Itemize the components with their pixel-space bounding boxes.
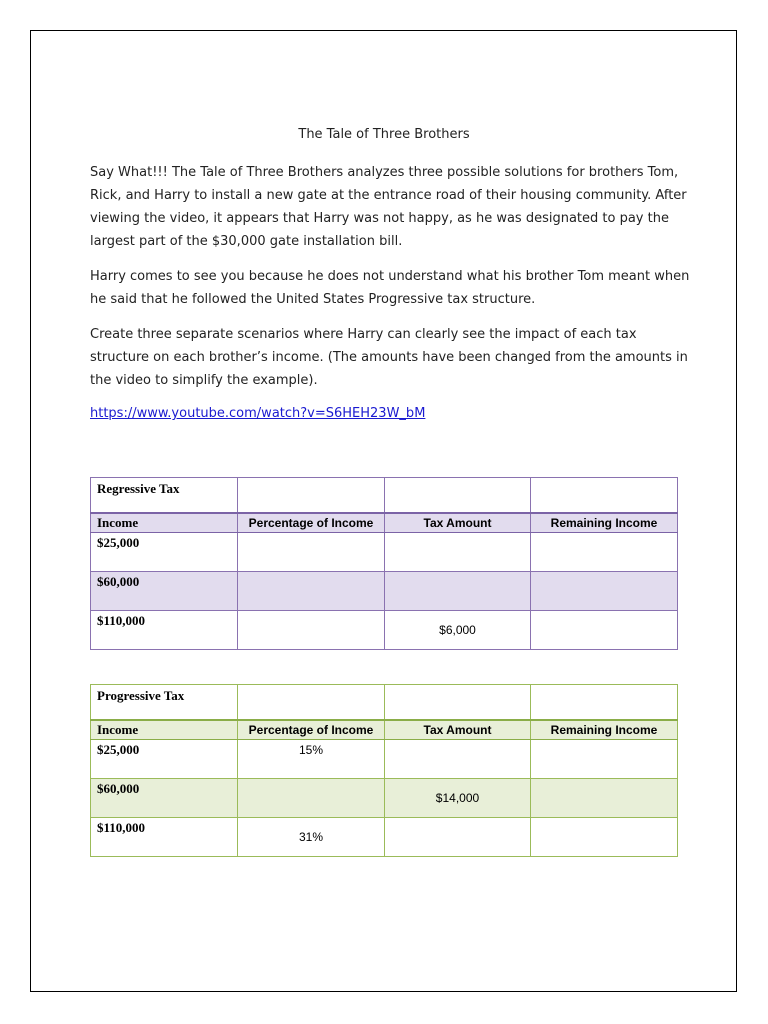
table-row	[91, 572, 678, 611]
tax-amount-cell	[385, 572, 531, 611]
remaining-income-cell	[531, 572, 678, 611]
tax-amount-cell: $14,000	[385, 779, 531, 818]
income-cell: $110,000	[91, 818, 238, 857]
regressive-tax-table	[90, 477, 678, 650]
percentage-cell: 31%	[238, 818, 385, 857]
table-cell	[531, 685, 678, 720]
tax-amount-cell	[385, 818, 531, 857]
income-cell: $25,000	[91, 533, 238, 572]
table-row	[91, 818, 678, 857]
column-header-income: Income	[91, 513, 238, 533]
column-header-income: Income	[91, 720, 238, 740]
instructions-paragraph: Create three separate scenarios where Harry can clearly see the impact of each tax structure on each brother’s income. (The amounts have been changed from the amounts in the video to simplify the example).	[90, 327, 688, 388]
table-row	[91, 779, 678, 818]
table-title: Progressive Tax	[91, 685, 238, 720]
remaining-income-cell	[531, 533, 678, 572]
table-row	[91, 611, 678, 650]
percentage-cell	[238, 572, 385, 611]
column-header-remaining: Remaining Income	[531, 720, 678, 740]
percentage-cell	[238, 611, 385, 650]
column-header-remaining: Remaining Income	[531, 513, 678, 533]
table-row	[91, 533, 678, 572]
table-cell	[238, 685, 385, 720]
income-cell: $25,000	[91, 740, 238, 779]
table-cell	[385, 685, 531, 720]
table-cell	[385, 478, 531, 513]
remaining-income-cell	[531, 611, 678, 650]
tax-amount-cell	[385, 740, 531, 779]
income-cell: $60,000	[91, 779, 238, 818]
percentage-cell	[238, 779, 385, 818]
income-cell: $60,000	[91, 572, 238, 611]
remaining-income-cell	[531, 779, 678, 818]
column-header-percentage: Percentage of Income	[238, 720, 385, 740]
video-link[interactable]: https://www.youtube.com/watch?v=S6HEH23W_bM	[90, 406, 426, 421]
percentage-cell	[238, 533, 385, 572]
table-cell	[531, 478, 678, 513]
table-cell	[238, 478, 385, 513]
document-title: The Tale of Three Brothers	[298, 127, 470, 142]
column-header-tax-amount: Tax Amount	[385, 720, 531, 740]
remaining-income-cell	[531, 818, 678, 857]
remaining-income-cell	[531, 740, 678, 779]
table-title: Regressive Tax	[91, 478, 238, 513]
tax-amount-cell: $6,000	[385, 611, 531, 650]
progressive-tax-table	[90, 684, 678, 857]
column-header-tax-amount: Tax Amount	[385, 513, 531, 533]
tax-amount-cell	[385, 533, 531, 572]
percentage-cell: 15%	[238, 740, 385, 779]
table-row	[91, 740, 678, 779]
column-header-percentage: Percentage of Income	[238, 513, 385, 533]
harry-paragraph: Harry comes to see you because he does not understand what his brother Tom meant when he said that he followed the United States Progressive tax structure.	[90, 269, 690, 307]
income-cell: $110,000	[91, 611, 238, 650]
intro-paragraph: Say What!!! The Tale of Three Brothers analyzes three possible solutions for brothers Tom, Rick, and Harry to install a new gate at the entrance road of their housing community. After viewing the video, it appears that Harry was not happy, as he was designated to pay the largest part of the $30,000 gate installation bill.	[90, 165, 687, 249]
